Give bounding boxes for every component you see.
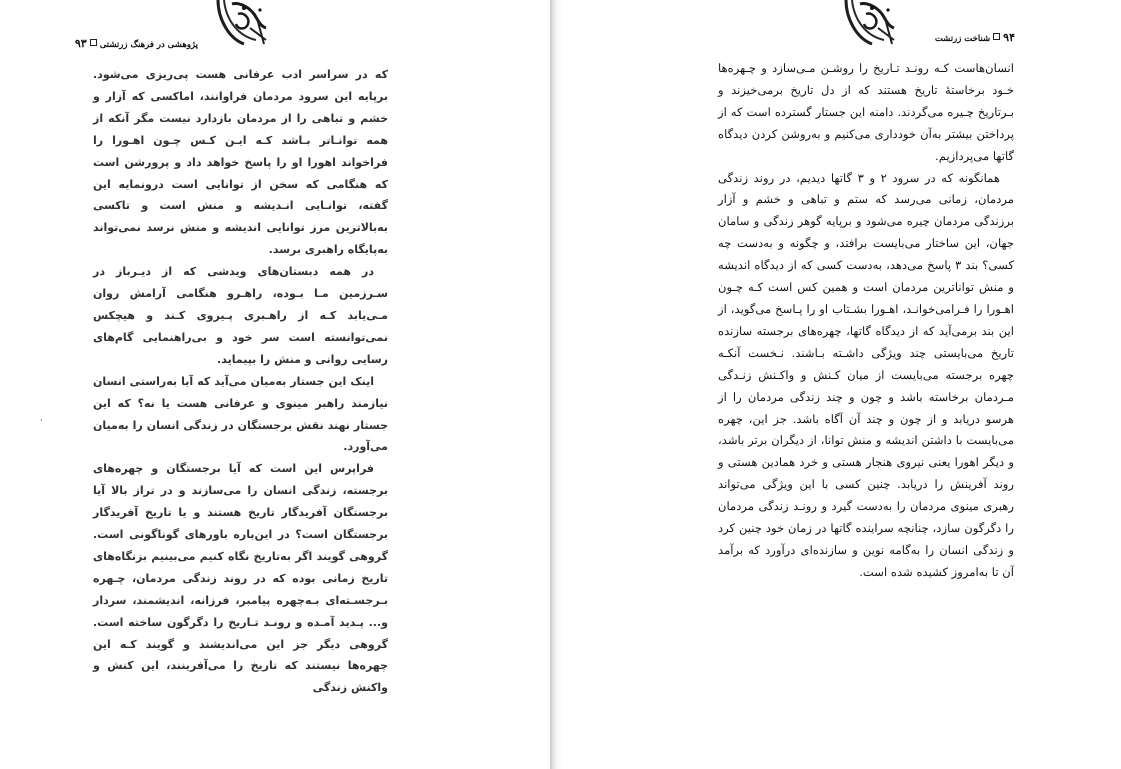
running-head-title: شناخت زرتشت xyxy=(934,34,991,44)
body-text xyxy=(718,58,1014,584)
paragraph: همانگونه که در سرود ۲ و ۳ گاتها دیدیم، در روند زندگی مردمان، زمانی می‌رسد که ستم و تباهی و خشم و آزار برزندگی مردمان چیره می‌شود و برپایه گوهر زندگی و سامان جهان، این ساختار می‌بایست برافتد، و چگونه و به‌دست چه کسی؟ بند ۳ پاسخ می‌دهد، به‌دست کسی که از دیدگاه اندیشه و منش تواناترین مردمان است و همین کس است کـه چـون اهـورا را فـرامی‌خوانـد، اهـورا بشـتاب او را پـاسخ می‌گوید، از این بند برمی‌آید که از دیدگاه گاتها، چهره‌های برجسته سازنده تاریخ می‌بایستی چند ویژگی داشـته بـاشند. نـخست آنکـه چهره برجسته می‌بایست از میان کـنش و واکـنش زنـدگی مـردمان برخاسته باشد و چون و چند زندگی مردمان را از هرسو دریابد و از چون و چند آن آگاه باشد. جز این، چهره می‌بایست با داشتن اندیشه و منش توانا، از دیگران برتر باشد، و دیگر اهورا یعنی نیروی هنجار هستی و خرد همادین هستی و روند آفرینش را دریابد. چنین کسی با این ویژگی می‌تواند رهبری مینوی مردمان را به‌دست گیرد و رونـد زندگی مردمان را دگرگون سازد، چنانچه سراینده گاتها در زمان خود چنین کرد و زندگی انسان را به‌گامه نوین و سازنده‌ای درآورد که برآمد آن تا به‌امروز کشیده شده است. xyxy=(718,170,1014,579)
body-text xyxy=(93,64,388,699)
separator-square-icon xyxy=(993,33,1000,40)
page-number: ۹۳ xyxy=(74,37,87,50)
book-emblem-icon xyxy=(214,0,270,46)
running-head-title: پژوهشی در فرهنگ زرتشتی xyxy=(99,40,198,50)
running-head xyxy=(74,37,198,50)
left-page xyxy=(0,0,550,769)
running-head xyxy=(934,31,1015,44)
book-gutter xyxy=(550,0,563,769)
right-page xyxy=(563,0,1121,769)
page-number: ۹۴ xyxy=(1003,31,1015,44)
paragraph: که در سراسر ادب عرفانی هست پی‌ریزی می‌شود. برپایه این سرود مردمان فراوانند، اماکسی که آزار و خشم و تباهی را از مردمان بازدارد نیست مگر آنکه از همه توانـاتر بـاشد کـه ایـن کـس چـون اهـورا را فراخواند اهورا او را پاسخ خواهد داد و پرورشن است که هنگامی که سخن از توانایی است درونمایه این گفته، توانـایی انـدیشه و منش است و تاکسی به‌بالاترین مرز توانایی اندیشه و منش نرسد نمی‌تواند به‌پایگاه راهبری برسد. xyxy=(93,68,388,257)
margin-mark: ٬ xyxy=(40,418,43,427)
paragraph: در همه دبستان‌های ویدشی که از دیـرباز در سـرزمین مـا بـوده، راهـرو هنگامی آرامش روان مـی‌یابد کـه از راهـبری پـیروی کـند و هیچکس نمی‌توانسته است سر خود و بی‌راهنمایی گام‌های رسایی روانی و منش را بپیماید. xyxy=(93,265,388,366)
paragraph: انسان‌هاست کـه رونـد تـاریخ را روشـن مـی‌سازد و چـهره‌ها خـود برخاستهٔ تاریخ هستند که از دل تاریخ برمی‌خیزند و بـرتاریخ چـیره می‌گردند. دامنه این جستار گسترده است که از پرداختن بیشتر به‌آن خودداری می‌کنیم و به‌روشن کردن دیدگاه گاتها می‌پردازیم. xyxy=(718,61,1014,163)
book-emblem-icon xyxy=(842,0,898,46)
separator-square-icon xyxy=(90,39,97,46)
paragraph: اینک این جستار به‌میان می‌آید که آیا به‌راستی انسان نیازمند راهبر مینوی و عرفانی هست یا نه؟ که این جستار نهند نقش برجستگان در زندگی انسان را به‌میان می‌آورد. xyxy=(93,374,388,454)
paragraph: فراپرس این است که آیا برجستگان و چهره‌های برجسته، زندگی انسان را می‌سازند و در تراز بالا آیا برجستگان آفریدگار تاریخ هستند و یا تاریخ آفریدگار برجستگان است؟ در این‌باره باورهای گوناگونی است. گروهی گویند اگر به‌تاریخ نگاه کنیم می‌بینیم بزنگاه‌های تاریخ زمانی بوده که در روند زندگی مردمان، چـهره بـرجسـته‌ای بـه‌چهره پیامبر، فرزانه، اندیشمند، سردار و... پـدید آمـده و رونـد تـاریخ را دگرگون ساخته است. گروهی دیگر جز این می‌اندیشند و گویند کـه این چهره‌ها نیستند که تاریخ را می‌آفرینند، این کنش و واکنش زندگی xyxy=(93,462,388,695)
